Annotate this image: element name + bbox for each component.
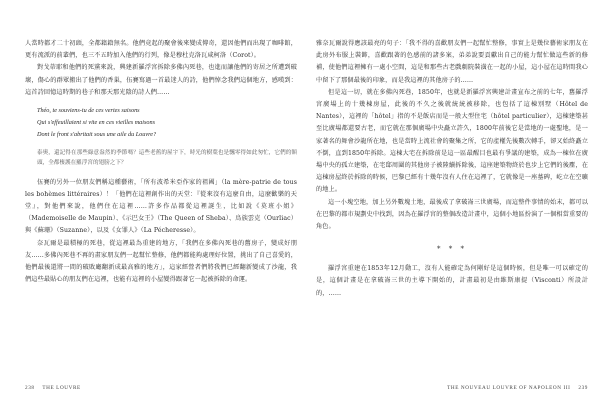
poem-line: Dont le front s'abritait sous une aile du Louvre?: [37, 131, 157, 139]
paragraph: 但是這一切，就在多佛內死巷，1850年，也就是新羅浮宮興建計畫宣布之前的七年，舊羅浮宮廣場上的十幾棟房屋，此後的不久之後就統統被移除，也包括了這棟別墅（Hôtel de Nantes），這裡的「hôtel」指的不是飯店而是一般大型住宅（hôtel particulier），這棟建築甚至比廣場都還要古老，而它就在那個廣場中央矗立許久，1800年前後它是當地的一處聖地，是一家著名的舞會沙龍所在地，也是當時上流社會的聚集之所，它的產權先後數次轉手，卻又始終矗立不倒，直到1850年拆除。這棟大宅在拆除前是這一區最醒目也最有爭議的建築，成為一棟位在廣場中央的孤立建築，在宅邸周圍的其他房子被陸續拆除後，這座建築物終於也步上它們的後塵，在這棟房屋終於拆除的時候，巴黎已經有十幾年沒有人住在這裡了，它就像是一座墓碑，屹立在空曠的地上。: [316, 88, 588, 194]
running-head: THE LOUVRE: [42, 385, 81, 391]
paragraph: 人當時都才二十初頭，全都籍籍無名。他們竟起的聚會後來變成傳奇，還因他們而出現了咖啡館，更有流派的前輩們，也三不五時加入他們的行列，像是穆杜克洛瓦咸柯洛（Corot）。: [25, 40, 297, 60]
left-page-footer: [25, 385, 297, 391]
paragraph: 對戈蒂耶和他們的死黨來說，興建新羅浮宮拆除多佛內死巷，也進而讓他們的寄居之所遭到破壞，傷心的群眾搬出了他們的香巢，伍賽寫過一首最迷人的詩，他們悼念我們這個地方，感嘆到：這首詩回憶這時期的巷子和那天那光陰的詩人們……: [25, 64, 297, 96]
poem-quote: [37, 105, 297, 142]
paragraph: 這一小塊空地，加上另外數塊土地，最後成了拿破崙三世廣場，而這整件事情的始末，都可以在巴黎的都市規劃史中找到，因為在羅浮宮的整個改造計畫中，這個小地區扮演了一個相當重要的角色。: [316, 198, 588, 231]
right-page-body: [316, 38, 588, 300]
poem-line: Qui s'effeuillaient si vite en ces vieilles maisons: [37, 119, 156, 127]
section-break: * * *: [437, 245, 467, 254]
poem-line: Théo, te souviens-tu de ces vertes saisons: [37, 107, 140, 115]
left-page: [25, 0, 297, 409]
paragraph: 奈瓦爾是最積極的死巷，從這裡最為重建的地方，「我們在多佛內死巷的舊房子，變成好朋友……多佛內死巷不再的畫家朋友們一起幫忙整修，他們都能夠處理好位置，挑出了自己喜愛的，他們最後還將一間的破敗廳翻新成最高雅的地方」，這家經營者們將我們已經翻新變成了沙龍，我們這些最貼心的朋友們在這裡，也能有這裡的小屋變得跟著它一起被拆除的命運。: [25, 239, 297, 284]
right-page-footer: [316, 385, 588, 391]
right-page: [316, 0, 588, 409]
poem-translation: 泰奧，還記得在那些綠意盎然的季節嗎？這些老舊的屋宇下，時光的樹葉也是飄零得如此匆忙，它們的額頭，全都棲護在羅浮宮的翅膀之下？: [37, 149, 297, 167]
paragraph: 羅浮宮重建在1853年12月動工，沒有人能確定為何剛好是這個時候，但是唯一可以確定的是，這個計畫是在拿破崙三世的主導下開始的，計畫最初是由維斯康提（Visconti）所設計的，……: [316, 265, 588, 297]
running-head: THE NOUVEAU LOUVRE OF NAPOLEON III: [447, 385, 571, 391]
page-number: 239: [578, 385, 588, 391]
paragraph: 伍賽的另外一位朋友們稱這種藝術，「所有波希米亞作家的祖國」（la mère-patrie de tous les bohèmes littéraires）！「他們在這裡創作出的天堂：『從來沒有這麼自由，這麼歡樂的天堂』，對他們來說，他們住在這裡……許多作品都從這裡誕生，比如說《莫班小姐》（Mademoiselle de Maupin）、《示巴女王》（The Queen of Sheba）、鳥族雲克（Ourliac）與《蘇珊》（Suzanne），以及《女罪人》（La Pécheresse）。: [25, 178, 297, 235]
page-number: 238: [25, 385, 35, 391]
paragraph: 雅奈瓦爾說得應該最亮的句子：「我不得的喜歡朋友們一起幫忙整修，事實上是幾位藝術家朋友在此房外布服上裝飾，喜歡跟著的色感前的諸多案，弟弟說要貢獻出自己的能力幫忙做這些新的修補，使他們這裡擁有一處小空間，這是和那些古老戲劇院裝潢在一起的小屋，這小屋在這時間我心中留下了那個最後的印象，而是我這裡的其他房子的……: [316, 40, 588, 84]
left-page-body: [25, 38, 297, 286]
